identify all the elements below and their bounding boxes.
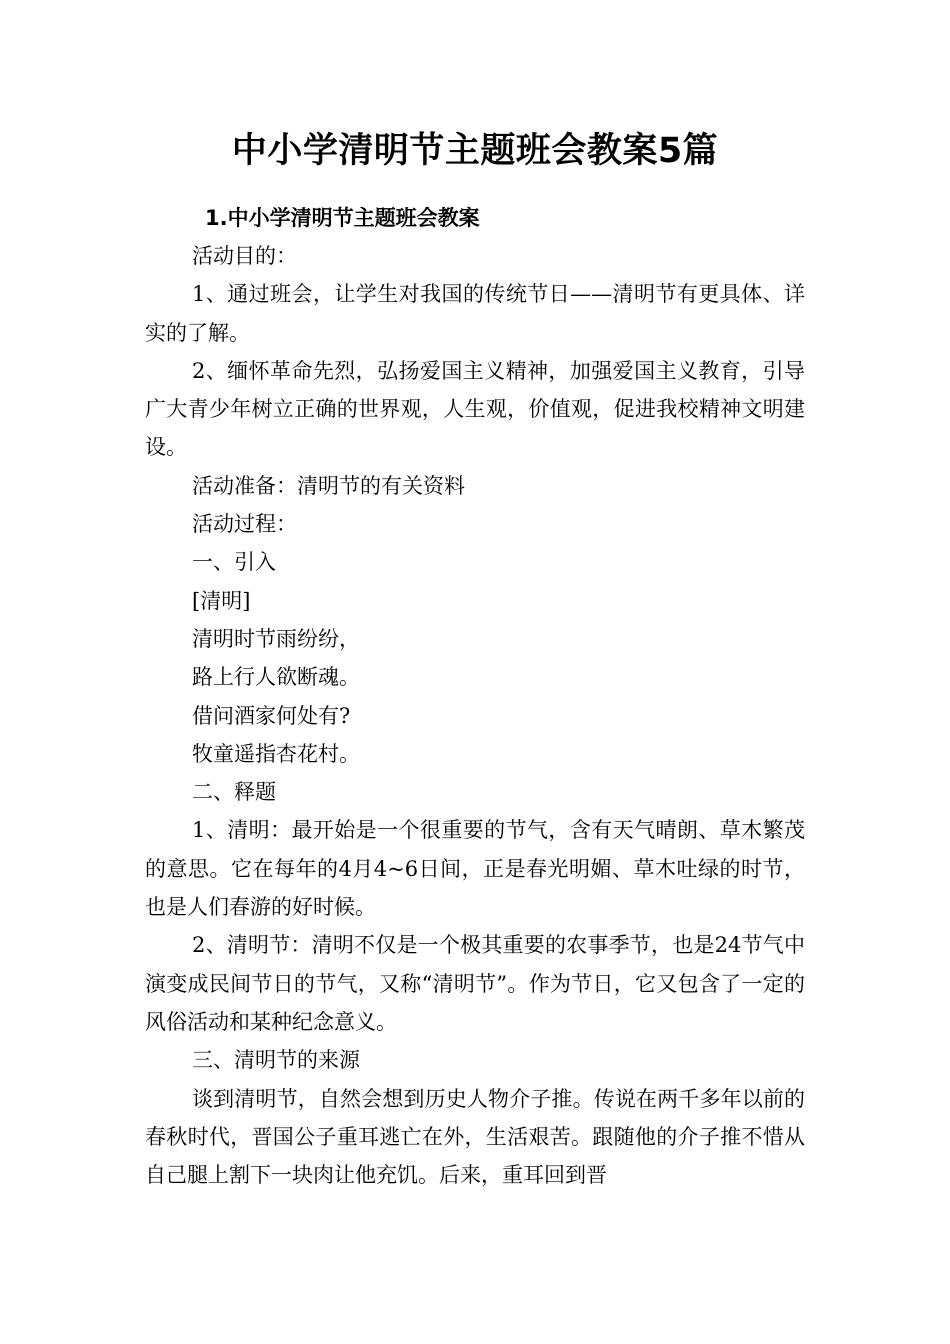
- paragraph: 活动目的：: [192, 244, 297, 268]
- paragraph: 1、清明：最开始是一个很重要的节气，含有天气晴朗、草木繁茂的意思。它在每年的4月4~6日间，正是春光明媚、草木吐绿的时节，也是人们春游的好时候。: [145, 818, 805, 920]
- paragraph: 三、清明节的来源: [192, 1048, 360, 1073]
- paragraph: 2、缅怀革命先烈，弘扬爱国主义精神，加强爱国主义教育，引导广大青少年树立正确的世界观，人生观，价值观，促进我校精神文明建设。: [145, 358, 805, 460]
- paragraph: [清明]: [192, 588, 251, 613]
- document-body: [145, 237, 805, 1194]
- section-heading: 1.中小学清明节主题班会教案: [205, 206, 480, 230]
- paragraph: 活动过程：: [192, 512, 297, 537]
- paragraph: 一、引入: [192, 550, 276, 575]
- document-title: 中小学清明节主题班会教案5篇: [231, 131, 719, 171]
- paragraph: 2、清明节：清明不仅是一个极其重要的农事季节，也是24节气中演变成民间节日的节气，又称“清明节”。作为节日，它又包含了一定的风俗活动和某种纪念意义。: [145, 933, 805, 1034]
- poem-line: 清明时节雨纷纷，: [192, 626, 360, 651]
- poem-line: 牧童遥指杏花村。: [192, 741, 360, 766]
- poem-line: 借问酒家何处有?: [192, 703, 351, 728]
- paragraph: 谈到清明节，自然会想到历史人物介子推。传说在两千多年以前的春秋时代，晋国公子重耳逃亡在外，生活艰苦。跟随他的介子推不惜从自己腿上割下一块肉让他充饥。后来，重耳回到晋: [145, 1086, 805, 1188]
- paragraph: 活动准备：清明节的有关资料: [192, 473, 465, 498]
- poem-line: 路上行人欲断魂。: [192, 665, 360, 690]
- paragraph: 1、通过班会，让学生对我国的传统节日——清明节有更具体、详实的了解。: [145, 282, 805, 345]
- paragraph: 二、释题: [192, 780, 276, 805]
